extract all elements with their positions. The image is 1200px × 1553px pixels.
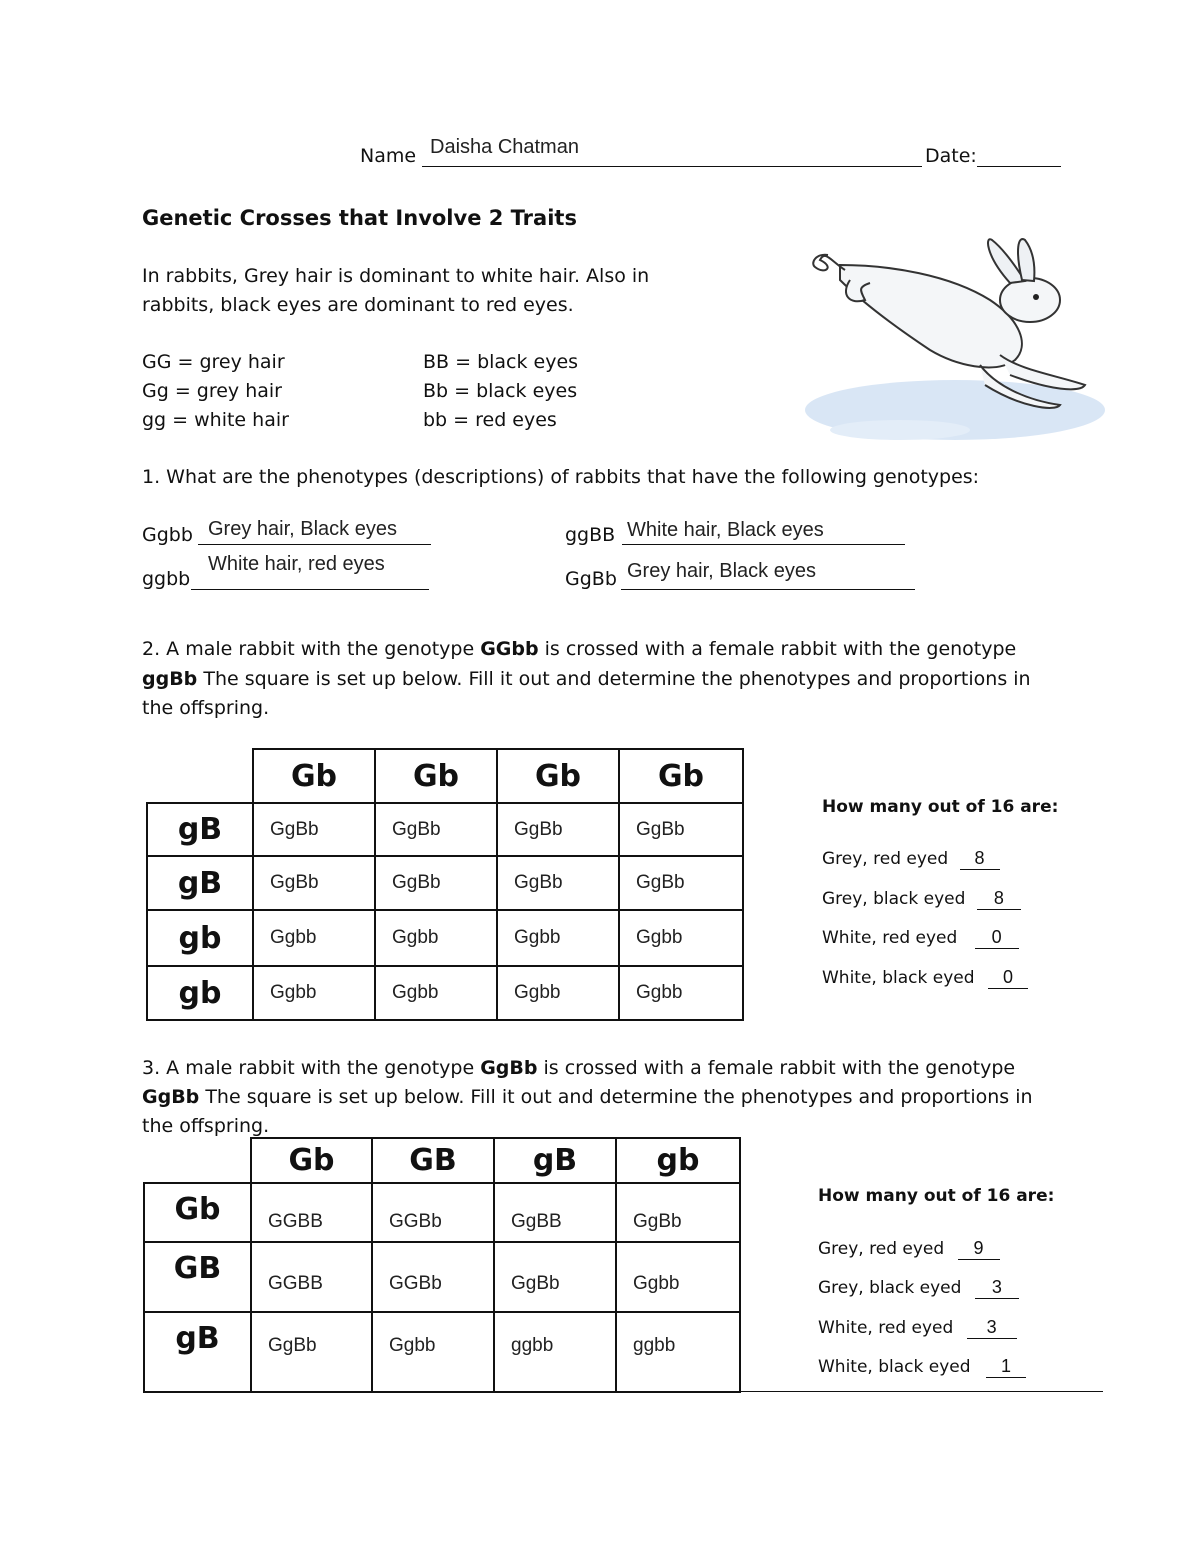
q3-count-answer[interactable]: 9 <box>958 1238 1000 1260</box>
q1-genotype-4: GgBb <box>565 568 617 590</box>
q2-count-row <box>822 848 1000 870</box>
q3-count-label: White, red eyed <box>818 1318 954 1338</box>
q2-row-header: gb <box>147 966 253 1020</box>
q3-col-header: Gb <box>251 1138 372 1183</box>
q3-count-row <box>818 1238 1000 1260</box>
q3-cell[interactable]: GgBB <box>494 1183 616 1242</box>
q2-cell[interactable]: Ggbb <box>619 966 743 1020</box>
q1-genotype-2: ggbb <box>142 568 191 590</box>
q2-cell[interactable]: Ggbb <box>497 966 619 1020</box>
q2-count-answer[interactable]: 0 <box>988 967 1028 989</box>
q3-count-row <box>818 1356 1026 1378</box>
q3-cell[interactable]: GgBb <box>494 1242 616 1312</box>
key-hair-1: GG = grey hair <box>142 351 285 373</box>
q2-col-header: Gb <box>253 749 375 803</box>
rabbit-illustration <box>780 225 1110 450</box>
q3-count-answer[interactable]: 1 <box>986 1356 1026 1378</box>
key-hair-2: Gg = grey hair <box>142 380 282 402</box>
q2-cell[interactable]: Ggbb <box>497 910 619 966</box>
q3-prompt-line-1 <box>142 1057 1015 1079</box>
rabbit-eye <box>1033 294 1039 300</box>
q2-female-genotype: ggBb <box>142 668 198 690</box>
date-field[interactable] <box>977 166 1061 167</box>
q1-genotype-1: Ggbb <box>142 524 193 546</box>
q1-answer-3[interactable]: White hair, Black eyes <box>627 519 824 541</box>
q3-prompt-post: The square is set up below. Fill it out and determine the phenotypes and proportions in <box>199 1086 1033 1108</box>
q2-male-genotype: GGbb <box>480 638 539 660</box>
q2-cell[interactable]: Ggbb <box>253 910 375 966</box>
q2-cell[interactable]: GgBb <box>619 856 743 910</box>
date-label: Date: <box>925 145 977 167</box>
q2-cell[interactable]: Ggbb <box>375 966 497 1020</box>
q3-female-genotype: GgBb <box>142 1086 200 1108</box>
q2-count-row <box>822 888 1021 910</box>
q3-col-header: GB <box>372 1138 494 1183</box>
q2-prompt-line-1 <box>142 638 1016 660</box>
q3-punnett-square <box>143 1137 741 1393</box>
q3-row-header: Gb <box>144 1183 251 1242</box>
rabbit-head <box>1000 278 1060 322</box>
key-eyes-3: bb = red eyes <box>423 409 557 431</box>
q3-cell[interactable]: ggbb <box>616 1312 740 1392</box>
q3-cell[interactable]: ggbb <box>494 1312 616 1392</box>
q3-cell[interactable]: Ggbb <box>372 1312 494 1392</box>
q2-col-header: Gb <box>497 749 619 803</box>
q3-count-row <box>818 1317 1017 1339</box>
q3-count-label: Grey, black eyed <box>818 1278 962 1298</box>
q2-cell[interactable]: GgBb <box>253 856 375 910</box>
q2-row-header: gB <box>147 856 253 910</box>
q1-answer-2[interactable]: White hair, red eyes <box>208 553 385 575</box>
q2-count-answer[interactable]: 0 <box>975 927 1019 949</box>
q3-col-header: gb <box>616 1138 740 1183</box>
q3-prompt-pre: 3. A male rabbit with the genotype <box>142 1057 481 1079</box>
q2-cell[interactable]: GgBb <box>497 803 619 856</box>
q1-answer-1[interactable]: Grey hair, Black eyes <box>208 518 397 540</box>
name-line <box>422 166 922 167</box>
q3-cell[interactable]: GGBb <box>372 1183 494 1242</box>
q2-row-header: gb <box>147 910 253 966</box>
q3-prompt-line-3: the offspring. <box>142 1115 270 1137</box>
q2-prompt-post: The square is set up below. Fill it out and determine the phenotypes and proportions in <box>197 668 1031 690</box>
q1-answer-line-2 <box>191 589 429 590</box>
key-eyes-1: BB = black eyes <box>423 351 579 373</box>
q1-answer-line-3 <box>622 544 905 545</box>
q3-male-genotype: GgBb <box>480 1057 538 1079</box>
q2-cell[interactable]: Ggbb <box>375 910 497 966</box>
q3-count-label: Grey, red eyed <box>818 1239 945 1259</box>
q2-count-row <box>822 927 1019 949</box>
intro-line-2: rabbits, black eyes are dominant to red eyes. <box>142 294 574 316</box>
q3-count-row <box>818 1277 1019 1299</box>
q2-count-label: Grey, red eyed <box>822 849 949 869</box>
key-eyes-2: Bb = black eyes <box>423 380 578 402</box>
q2-prompt-line-2 <box>142 668 1031 690</box>
q3-count-label: White, black eyed <box>818 1357 971 1377</box>
q2-punnett-square <box>146 748 744 1021</box>
q2-cell[interactable]: GgBb <box>375 856 497 910</box>
q3-cell[interactable]: GgBb <box>251 1312 372 1392</box>
q2-count-title: How many out of 16 are: <box>822 797 1059 817</box>
name-label: Name <box>360 145 417 167</box>
q3-prompt-line-2 <box>142 1086 1033 1108</box>
intro-line-1: In rabbits, Grey hair is dominant to white hair. Also in <box>142 265 650 287</box>
q3-prompt-mid: is crossed with a female rabbit with the genotype <box>537 1057 1016 1079</box>
q2-count-answer[interactable]: 8 <box>960 848 1000 870</box>
q2-count-label: White, red eyed <box>822 928 958 948</box>
q2-col-header: Gb <box>619 749 743 803</box>
q3-cell[interactable]: GGBb <box>372 1242 494 1312</box>
q2-corner <box>147 749 253 803</box>
q2-col-header: Gb <box>375 749 497 803</box>
q2-count-answer[interactable]: 8 <box>977 888 1021 910</box>
q2-cell[interactable]: Ggbb <box>253 966 375 1020</box>
q2-cell[interactable]: GgBb <box>497 856 619 910</box>
q3-cell[interactable]: GGBB <box>251 1183 372 1242</box>
q1-genotype-3: ggBB <box>565 524 616 546</box>
key-hair-3: gg = white hair <box>142 409 289 431</box>
q3-row-header: gB <box>144 1312 251 1392</box>
q2-prompt-pre: 2. A male rabbit with the genotype <box>142 638 481 660</box>
q3-count-answer[interactable]: 3 <box>975 1277 1019 1299</box>
q2-cell[interactable]: GgBb <box>619 803 743 856</box>
q1-answer-line-4 <box>621 589 915 590</box>
q2-count-label: White, black eyed <box>822 968 975 988</box>
q3-bottom-rule <box>737 1391 1103 1392</box>
q3-cell[interactable]: Ggbb <box>616 1242 740 1312</box>
q2-count-row <box>822 967 1028 989</box>
q1-prompt: 1. What are the phenotypes (descriptions) of rabbits that have the following genotypes: <box>142 466 980 488</box>
q2-cell[interactable]: GgBb <box>375 803 497 856</box>
q3-row-header: GB <box>144 1242 251 1312</box>
page-title: Genetic Crosses that Involve 2 Traits <box>142 206 577 230</box>
q3-cell[interactable]: GGBB <box>251 1242 372 1312</box>
q2-count-label: Grey, black eyed <box>822 889 966 909</box>
q1-answer-4[interactable]: Grey hair, Black eyes <box>627 560 816 582</box>
q2-prompt-mid: is crossed with a female rabbit with the genotype <box>538 638 1017 660</box>
q2-row-header: gB <box>147 803 253 856</box>
q2-prompt-line-3: the offspring. <box>142 697 270 719</box>
q2-cell[interactable]: Ggbb <box>619 910 743 966</box>
rabbit-body <box>840 265 1022 367</box>
q3-count-title: How many out of 16 are: <box>818 1186 1055 1206</box>
q1-answer-line-1 <box>198 544 431 545</box>
q3-corner <box>144 1138 251 1183</box>
q3-cell[interactable]: GgBb <box>616 1183 740 1242</box>
q2-cell[interactable]: GgBb <box>253 803 375 856</box>
name-field[interactable]: Daisha Chatman <box>430 136 579 158</box>
q3-count-answer[interactable]: 3 <box>967 1317 1017 1339</box>
q3-col-header: gB <box>494 1138 616 1183</box>
